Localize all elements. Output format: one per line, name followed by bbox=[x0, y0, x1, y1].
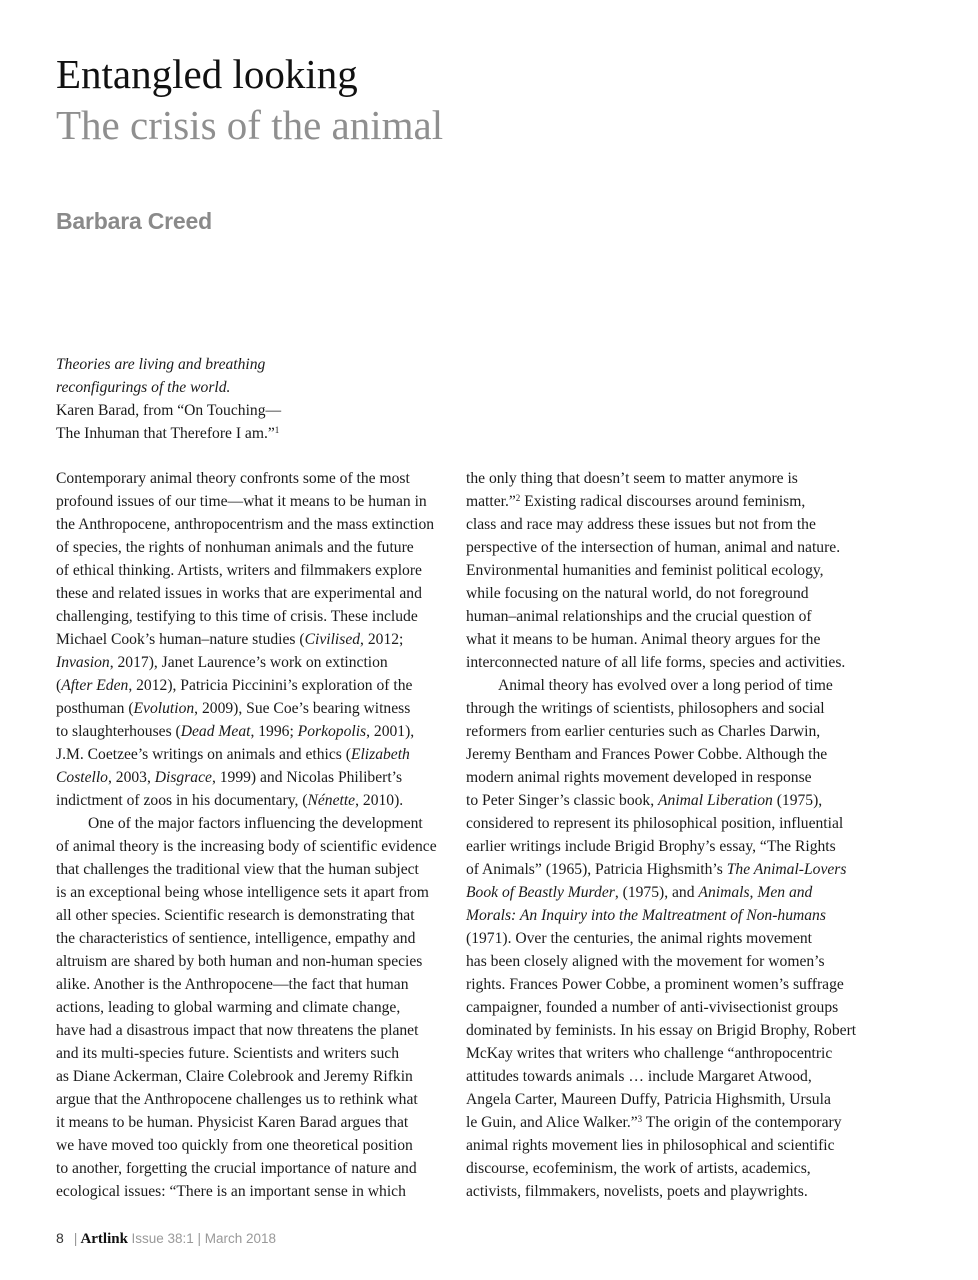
article-title: Entangled looking bbox=[56, 51, 358, 97]
body-text-line: the only thing that doesn’t seem to matter anymore is bbox=[466, 470, 798, 487]
body-text-line: all other species. Scientific research is demonstrating that bbox=[56, 907, 415, 924]
body-text-line: modern animal rights movement developed in response bbox=[466, 769, 812, 786]
body-text-line: actions, leading to global warming and climate change, bbox=[56, 999, 401, 1016]
epigraph-quote-line: reconfigurings of the world. bbox=[56, 379, 231, 396]
body-text-line: Book of Beastly Murder, (1975), and Animals, Men and bbox=[466, 884, 813, 901]
issue-info: Issue 38:1 | March 2018 bbox=[131, 1231, 277, 1246]
body-text-line: interconnected nature of all life forms, species and activities. bbox=[466, 654, 846, 671]
body-text-line: rights. Frances Power Cobbe, a prominent women’s suffrage bbox=[466, 976, 844, 993]
footer-separator: | bbox=[73, 1230, 78, 1246]
body-text-line: profound issues of our time—what it means to be human in bbox=[56, 493, 427, 510]
footnote-marker: 1 bbox=[274, 425, 280, 435]
body-text-line: Animal theory has evolved over a long period of time bbox=[498, 677, 833, 694]
body-text-line: activists, filmmakers, novelists, poets and playwrights. bbox=[466, 1183, 808, 1200]
body-text-line: to Peter Singer’s classic book, Animal Liberation (1975), bbox=[466, 792, 823, 809]
body-text-line: campaigner, founded a number of anti-vivisectionist groups bbox=[466, 999, 839, 1016]
body-text-line: altruism are shared by both human and non-human species bbox=[56, 953, 423, 970]
body-text-line: Morals: An Inquiry into the Maltreatment of Non-humans bbox=[466, 907, 826, 924]
body-text-line: of ethical thinking. Artists, writers and filmmakers explore bbox=[56, 562, 422, 579]
body-text-line: One of the major factors influencing the development bbox=[88, 815, 423, 832]
body-text-line: reformers from earlier centuries such as Charles Darwin, bbox=[466, 723, 821, 740]
body-text-line: and its multi-species future. Scientists and writers such bbox=[56, 1045, 399, 1062]
body-text-line: of species, the rights of nonhuman animals and the future bbox=[56, 539, 414, 556]
author-name: Barbara Creed bbox=[56, 208, 212, 234]
body-text-line: discourse, ecofeminism, the work of artists, academics, bbox=[466, 1160, 811, 1177]
body-text-line: of Animals” (1965), Patricia Highsmith’s The Animal-Lovers bbox=[466, 861, 847, 878]
body-text-line: dominated by feminists. In his essay on Brigid Brophy, Robert bbox=[466, 1022, 857, 1039]
body-text-line: Jeremy Bentham and Frances Power Cobbe. Although the bbox=[466, 746, 828, 763]
body-text-line: the characteristics of sentience, intelligence, empathy and bbox=[56, 930, 416, 947]
body-text-line: to another, forgetting the crucial importance of nature and bbox=[56, 1160, 417, 1177]
body-text-line: has been closely aligned with the movement for women’s bbox=[466, 953, 825, 970]
body-column-right bbox=[466, 467, 856, 1203]
body-text-line: what it means to be human. Animal theory argues for the bbox=[466, 631, 821, 648]
body-text-line: the Anthropocene, anthropocentrism and the mass extinction bbox=[56, 516, 435, 533]
article-subtitle: The crisis of the animal bbox=[56, 102, 444, 148]
page-footer bbox=[56, 1229, 276, 1249]
body-text-line: we have moved too quickly from one theoretical position bbox=[56, 1137, 413, 1154]
body-text-line: (1971). Over the centuries, the animal rights movement bbox=[466, 930, 812, 947]
body-text-line: Michael Cook’s human–nature studies (Civilised, 2012; bbox=[56, 631, 404, 648]
body-text-line: is an exceptional being whose intelligence sets it apart from bbox=[56, 884, 429, 901]
body-text-line: McKay writes that writers who challenge “anthropocentric bbox=[466, 1045, 833, 1062]
body-text-line: le Guin, and Alice Walker.”$^3$ The origin of the contemporary bbox=[466, 1114, 842, 1131]
body-text-line: earlier writings include Brigid Brophy’s essay, “The Rights bbox=[466, 838, 836, 855]
body-text-line: it means to be human. Physicist Karen Barad argues that bbox=[56, 1114, 409, 1131]
body-text-line: challenging, testifying to this time of crisis. These include bbox=[56, 608, 418, 625]
body-text-line: J.M. Coetzee’s writings on animals and ethics (Elizabeth bbox=[56, 746, 410, 763]
page-number: 8 bbox=[56, 1230, 64, 1246]
body-text-line: Angela Carter, Maureen Duffy, Patricia Highsmith, Ursula bbox=[466, 1091, 831, 1108]
body-text-line: perspective of the intersection of human, animal and nature. bbox=[466, 539, 841, 556]
body-text-line: argue that the Anthropocene challenges us to rethink what bbox=[56, 1091, 418, 1108]
body-text-line: Invasion, 2017), Janet Laurence’s work on extinction bbox=[56, 654, 388, 671]
body-text-line: these and related issues in works that are experimental and bbox=[56, 585, 422, 602]
body-text-line: (After Eden, 2012), Patricia Piccinini’s exploration of the bbox=[56, 677, 413, 694]
body-text-line: ecological issues: “There is an important sense in which bbox=[56, 1183, 406, 1200]
body-text-line: class and race may address these issues but not from the bbox=[466, 516, 816, 533]
epigraph-attribution-text: The Inhuman that Therefore I am.” bbox=[56, 425, 275, 442]
body-text-line: animal rights movement lies in philosophical and scientific bbox=[466, 1137, 835, 1154]
body-text-line: alike. Another is the Anthropocene—the fact that human bbox=[56, 976, 409, 993]
body-text-line: Contemporary animal theory confronts some of the most bbox=[56, 470, 410, 487]
body-text-line: Costello, 2003, Disgrace, 1999) and Nicolas Philibert’s bbox=[56, 769, 403, 786]
body-text-line: while focusing on the natural world, do not foreground bbox=[466, 585, 809, 602]
body-text-line: of animal theory is the increasing body of scientific evidence bbox=[56, 838, 437, 855]
body-text-line: Environmental humanities and feminist political ecology, bbox=[466, 562, 824, 579]
body-text-line: as Diane Ackerman, Claire Colebrook and Jeremy Rifkin bbox=[56, 1068, 413, 1085]
body-text-line: to slaughterhouses (Dead Meat, 1996; Porkopolis, 2001), bbox=[56, 723, 415, 740]
body-text-line: posthuman (Evolution, 2009), Sue Coe’s bearing witness bbox=[56, 700, 411, 717]
epigraph-attribution-line: Karen Barad, from “On Touching— bbox=[56, 402, 282, 419]
body-text-line: that challenges the traditional view that the human subject bbox=[56, 861, 419, 878]
body-column-left bbox=[56, 467, 446, 1203]
body-text-line: through the writings of scientists, philosophers and social bbox=[466, 700, 825, 717]
body-text-line: indictment of zoos in his documentary, (Nénette, 2010). bbox=[56, 792, 404, 809]
epigraph-quote-line: Theories are living and breathing bbox=[56, 356, 266, 373]
epigraph-attribution-line bbox=[56, 422, 416, 445]
body-text-line: considered to represent its philosophical position, influential bbox=[466, 815, 844, 832]
magazine-name: Artlink bbox=[80, 1231, 128, 1247]
body-text-line: human–animal relationships and the crucial question of bbox=[466, 608, 812, 625]
body-text-line: have had a disastrous impact that now threatens the planet bbox=[56, 1022, 419, 1039]
body-text-line: attitudes towards animals … include Margaret Atwood, bbox=[466, 1068, 812, 1085]
body-text-line: matter.”$^2$ Existing radical discourses around feminism, bbox=[466, 493, 806, 510]
epigraph bbox=[56, 353, 416, 445]
